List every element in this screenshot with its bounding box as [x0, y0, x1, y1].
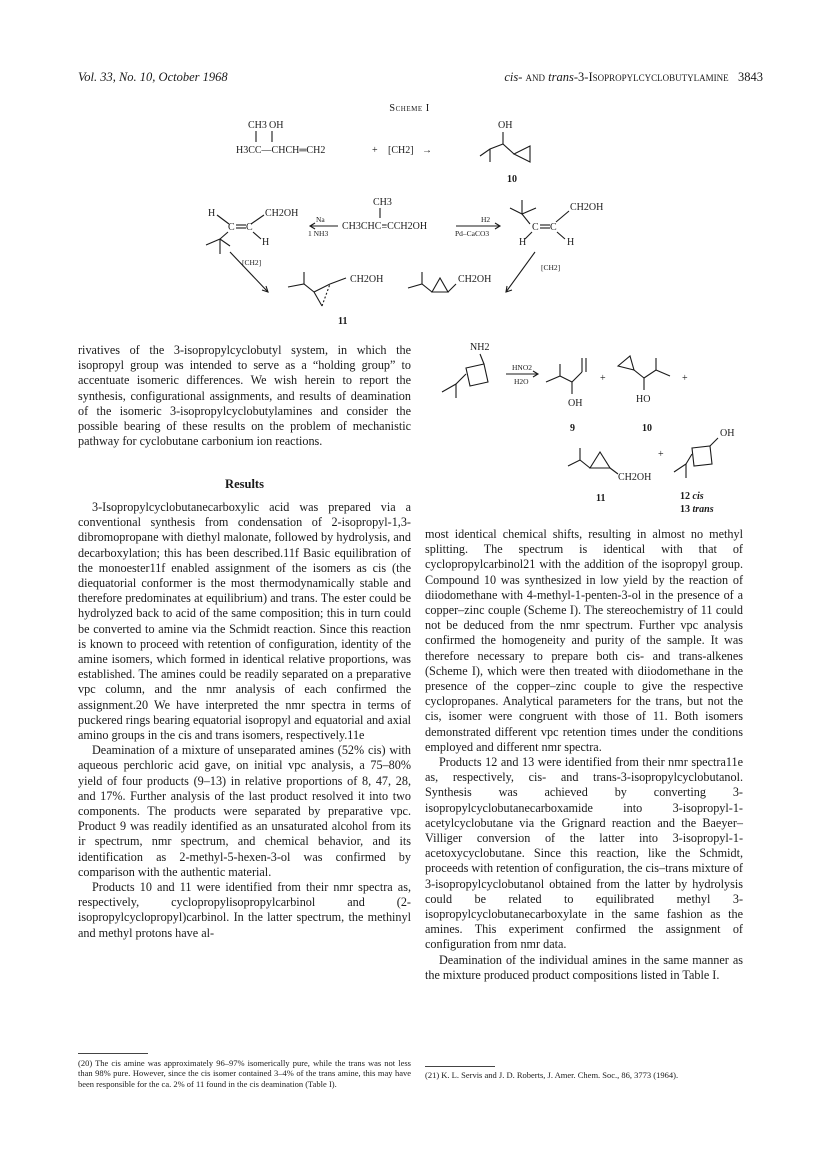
bottom-left-reagent: [CH2]: [242, 258, 262, 267]
bond: [674, 454, 692, 472]
footnote-rule-left: [78, 1053, 148, 1054]
paragraph-deamination: Deamination of a mixture of unseparated amines (52% cis) with aqueous perchloric acid gave, on initial vpc analysis, a 75–80% yield of four products (9–13) in relative proportions of 8, 47, 28, and 17%. Further analysis of the last product resolved it into two components. The products were separated by preparative vpc. Product 9 was readily identified as an unsaturated alcohol from its ir spectrum, nmr spectrum, and chemical behavior, and its identification as 2-methyl-5-hexen-3-ol was confirmed by comparison with the authentic material.: [78, 743, 411, 879]
scheme-title: Scheme I: [389, 103, 430, 114]
footnote-21: (21) K. L. Servis and J. D. Roberts, J. Amer. Chem. Soc., 86, 3773 (1964).: [425, 1070, 679, 1080]
scheme-alkene-chain: H3CC—CHCH═CH2: [236, 145, 326, 156]
alkyne-chain: CH3CHC≡CCH2OH: [342, 221, 428, 232]
alkyne-ch3: CH3: [373, 197, 392, 208]
paragraph-continued: most identical chemical shifts, resulting in almost no methyl splitting. The spectrum is identical with that of cyclopropylcarbinol21 with the addition of the isopropyl group. Compound 10 was synthesized in low yield by the reaction of diiodomethane with 4-methyl-1-penten-3-ol in the presence of a copper–zinc couple (Scheme I). The stereochemistry of 11 could not be deduced from the nmr spectrum. Further vpc analysis confirmed the homogeneity and purity of the sample. It was therefore necessary to prepare both cis- and trans-alkenes (Scheme I), which were then treated with diiodomethane in the presence of the copper–zinc couple to give the respective cyclopropanes. Analytical parameters for the trans, but not the cis, isomer were congruent with those of 11. Both isomers demonstrated different vpc retention times under the conditions employed and different nmr spectra.: [425, 527, 743, 754]
scheme-ch2-reagent: [CH2]: [388, 145, 414, 156]
product-11-ch2oh: CH2OH: [618, 472, 652, 483]
scheme-arrow: →: [422, 145, 432, 156]
bond: [522, 214, 530, 224]
trans-alkene-c2: C: [550, 222, 557, 233]
bond: [572, 372, 582, 382]
bond: [220, 232, 228, 239]
cyclopropane-ring: [618, 356, 634, 370]
running-title-and: and: [522, 70, 549, 84]
scheme-oh: OH: [269, 120, 284, 131]
bond: [251, 215, 264, 224]
bond: [610, 468, 618, 474]
footnote-20: (20) The cis amine was approximately 96–97% isomerically pure, while the trans was not less than 98% pure. However, since the cis isomer contained 3–4% of the trans amine, this may have been responsible for the ca. 2% of 11 found in the cis deamination (Table I).: [78, 1058, 411, 1089]
bond: [510, 208, 536, 214]
product-12-oh: OH: [720, 428, 735, 439]
cis-alkene-c1: C: [228, 222, 235, 233]
hydrogen-reagent: H2: [481, 215, 491, 224]
bond: [206, 239, 230, 246]
sodium-reagent: Na: [316, 215, 325, 224]
cis-alkene-c2: C: [246, 222, 253, 233]
scheme-one-diagram: [190, 112, 630, 334]
trans-alkene-h1: H: [519, 237, 527, 248]
right-column: [425, 527, 743, 983]
bond: [314, 292, 322, 306]
product-11-label: 11: [596, 493, 606, 504]
bond: [644, 370, 670, 378]
cis-alkene-h: H: [208, 208, 216, 219]
trans-alkene-h2: H: [567, 237, 575, 248]
plus-1: +: [600, 373, 606, 384]
cyclobutane-ring: [466, 364, 488, 386]
product-9-oh: OH: [568, 398, 583, 409]
paragraph-products-10-11: Products 10 and 11 were identified from their nmr spectra as, respectively, cyclopropylisopropylcarbinol and (2-isopropylcyclopropyl)carbinol. In the latter spectrum, the methinyl and methyl protons have al-: [78, 880, 411, 940]
bond: [546, 364, 560, 382]
bond: [634, 370, 644, 378]
bond: [288, 284, 314, 292]
journal-issue: Vol. 33, No. 10, October 1968: [78, 70, 228, 84]
bottom-left-ch2oh: CH2OH: [350, 274, 384, 285]
bottom-right-reagent: [CH2]: [541, 263, 561, 272]
scheme-ch3: CH3: [248, 120, 267, 131]
trans-alkene-ch2oh: CH2OH: [570, 202, 604, 213]
plus-3: +: [658, 449, 664, 460]
paragraph-individual-deamination: Deamination of the individual amines in the same manner as the mixture produced product compositions listed in Table I.: [425, 952, 743, 982]
amine-nh2: NH2: [470, 342, 490, 353]
cyclobutane-ring: [692, 446, 712, 466]
bond: [556, 211, 569, 222]
scheme-product-oh: OH: [498, 120, 513, 131]
product-10-ho: HO: [636, 394, 651, 405]
compound-13-label: 13: [680, 504, 690, 515]
bond: [442, 374, 466, 392]
running-title-name: -3-Isopropylcyclobutylamine: [573, 70, 729, 84]
bond: [480, 144, 514, 156]
plus-2: +: [682, 373, 688, 384]
compound-12-cis: cis: [692, 491, 704, 502]
bond: [710, 438, 718, 446]
cyclopropane-ring: [514, 146, 530, 162]
left-column: [78, 500, 411, 941]
intro-text: rivatives of the 3-isopropylcyclobutyl system, in which the isopropyl group was intended to serve as a “holding group” to accentuate isomeric differences. We wish herein to report the synthesis, configurational assignments, and results of deamination of the isomeric 3-isopropylcyclobutylamines and consider the possible bearing of these results on the problem of mechanistic pathway for cyclobutane carbonium ion reactions.: [78, 343, 411, 449]
paragraph-synthesis: 3-Isopropylcyclobutanecarboxylic acid was prepared via a conventional synthesis from condensation of 2-isopropyl-1,3-dibromopropane with diethyl malonate, followed by hydrolysis, and decarboxylation; this has been described.11f Basic equilibration of the monoester11f enabled assignment of the isomers as cis (the diequatorial conformer is the most thermodynamically stable and therefore predominates at equilibrium) and trans. The ester could be hydrolyzed back to acid of the same composition; this in turn could be converted to amine via the Schmidt reaction. Since this reaction is known to proceed with retention of configuration, identity of the amine isomers, which formed in identical relative proportions, was established. The amines could be readily separated on a preparative vpc column, and the nmr analysis of each confirmed the assignment.20 We have interpreted the nmr spectra in terms of puckered rings bearing equatorial isopropyl and equatorial and axial amino groups in the cis and trans isomers, respectively.11e: [78, 500, 411, 743]
cis-alkene-ch2oh: CH2OH: [265, 208, 299, 219]
running-title-trans: trans: [548, 70, 574, 84]
trans-alkene-c1: C: [532, 222, 539, 233]
bond: [568, 460, 590, 468]
compound-13-trans: trans: [692, 504, 714, 515]
water: H2O: [514, 377, 529, 386]
bond: [253, 232, 261, 239]
product-10-label: 10: [642, 423, 652, 434]
compounds-12-13-labels: [680, 490, 714, 516]
bond: [557, 232, 565, 239]
results-heading: Results: [225, 477, 264, 491]
intro-paragraph: [78, 343, 411, 449]
lindlar-catalyst: Pd–CaCO3: [455, 229, 490, 238]
nitrous-acid: HNO2: [512, 363, 532, 372]
running-title: [504, 70, 763, 85]
arrow-line: [506, 252, 535, 292]
bottom-right-ch2oh: CH2OH: [458, 274, 492, 285]
scheme-plus: +: [372, 145, 378, 156]
compound-12-label: 12: [680, 491, 690, 502]
ammonia-reagent: 1 NH3: [308, 229, 329, 238]
page-number: 3843: [738, 70, 763, 84]
bond: [448, 284, 456, 292]
bond: [480, 354, 484, 364]
cyclopropane-ring: [590, 452, 610, 468]
bond: [408, 284, 432, 292]
compound-11-label: 11: [338, 316, 348, 327]
bond: [560, 376, 572, 382]
paragraph-products-12-13: Products 12 and 13 were identified from their nmr spectra11e as, respectively, cis- and trans-3-isopropylcyclobutanol. Synthesis was achieved by converting 3-isopropylcyclobutanecarboxamide into 3-isopropyl-1-acetylcyclobutane via the Grignard reaction and the Baeyer–Villiger conversion of the latter into 3-isopropyl-1-acetoxycyclobutane. Since this reaction, like the Schmidt, proceeds with retention of configuration, the cis–trans mixture of 3-isopropylcyclobutanol obtained from the latter by hydrolysis could be related to equilibrated methyl 3-isopropylcyclobutanecarboxylate in the same fashion as the amines. This experiment confirmed the assignment of configuration from nmr data.: [425, 755, 743, 952]
bond: [330, 278, 346, 284]
footnote-rule-right: [425, 1066, 495, 1067]
compound-10-label: 10: [507, 174, 517, 185]
running-title-cis: cis-: [504, 70, 523, 84]
cyclopropane-ring: [432, 278, 448, 292]
product-9-label: 9: [570, 423, 575, 434]
cis-alkene-h2: H: [262, 237, 270, 248]
